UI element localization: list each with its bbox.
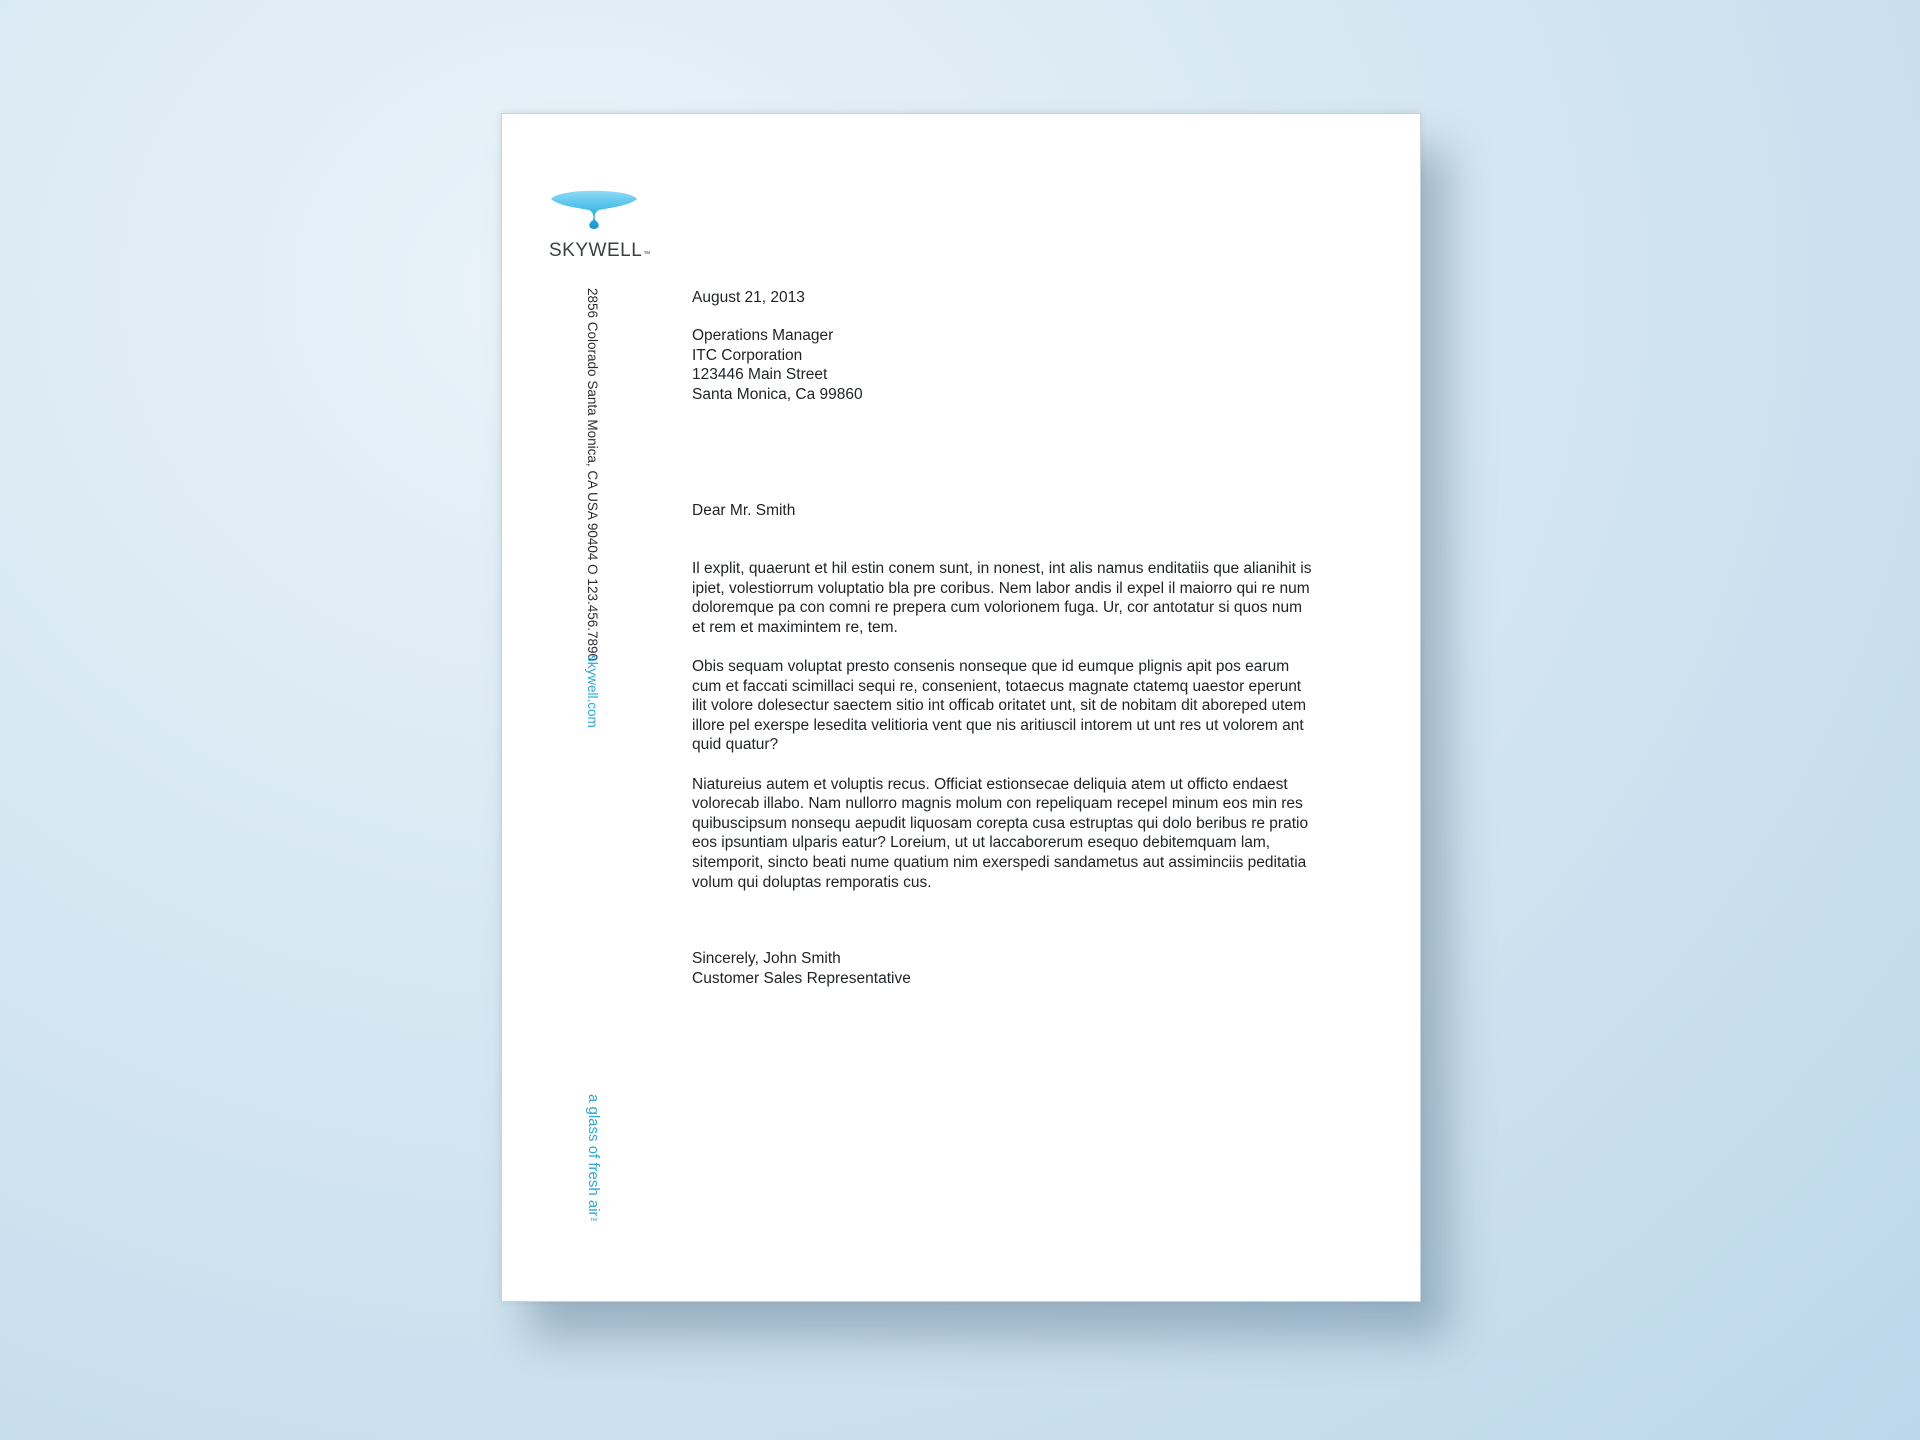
salutation: Dear Mr. Smith	[692, 502, 796, 519]
paragraph: Il explit, quaerunt et hil estin conem sunt, in nonest, int alis namus enditatiis que alianihit is ipiet, volestiorrum voluptatio bla pre coribus. Nem labor andis il expel il maiorro qui re num doloremque pa con comni re prepera cum volorionem fuga. Ur, cor antotatur si quos num et rem et maximintem re, tem.	[692, 560, 1312, 636]
recipient-company: ITC Corporation	[692, 346, 803, 364]
recipient-block	[692, 326, 1317, 404]
letter-date: August 21, 2013	[692, 289, 805, 306]
letter-body	[692, 559, 1317, 912]
recipient-street: 123446 Main Street	[692, 366, 828, 384]
brand-tagline: a glass of fresh air™	[585, 1094, 602, 1226]
signature-title: Customer Sales Representative	[692, 969, 911, 987]
closing-block	[692, 949, 1317, 988]
recipient-city: Santa Monica, Ca 99860	[692, 385, 863, 403]
website-link[interactable]: skywell.com	[585, 655, 600, 728]
brand-wordmark: SKYWELL™	[549, 240, 651, 261]
company-address: 2856 Colorado Santa Monica, CA USA 90404 O 123.456.7890	[585, 288, 600, 662]
recipient-title: Operations Manager	[692, 327, 834, 344]
letterhead-sheet	[501, 113, 1421, 1302]
paragraph: Niatureius autem et voluptis recus. Officiat estionsecae deliquia atem ut officto endaest volorecab illabo. Nam nullorro magnis molum con repeliquam recepel minum eos min res quibuscipsum nonsequ aepudit liquosam corepta cusa estruptas qui dolo beribus re pratio eos ipsuntiam ulparis eatur? Loreium, ut ut laccaborerum esequo debitemquam lam, sitemporit, sincto beati nume quatium nim exerspedi sandametus aut assiminciis peditatia volum qui doluptas remporatis cus.	[692, 775, 1309, 891]
signature-name: Sincerely, John Smith	[692, 950, 841, 967]
paragraph: Obis sequam voluptat presto consenis nonseque que id eumque plignis apit pos earum cum et faccati scimillaci sequi re, consenient, totaecus magnate ctatemq uaestor eperunt ilit volore dolesectur saectem sitio int officab oritatet unt, sit de nobitam dit aboreped utem illore pel exerspe lesedita velitioria vent que nis aritiuscil intorem ut unt res ut volorem ant quid quatur?	[692, 657, 1307, 754]
